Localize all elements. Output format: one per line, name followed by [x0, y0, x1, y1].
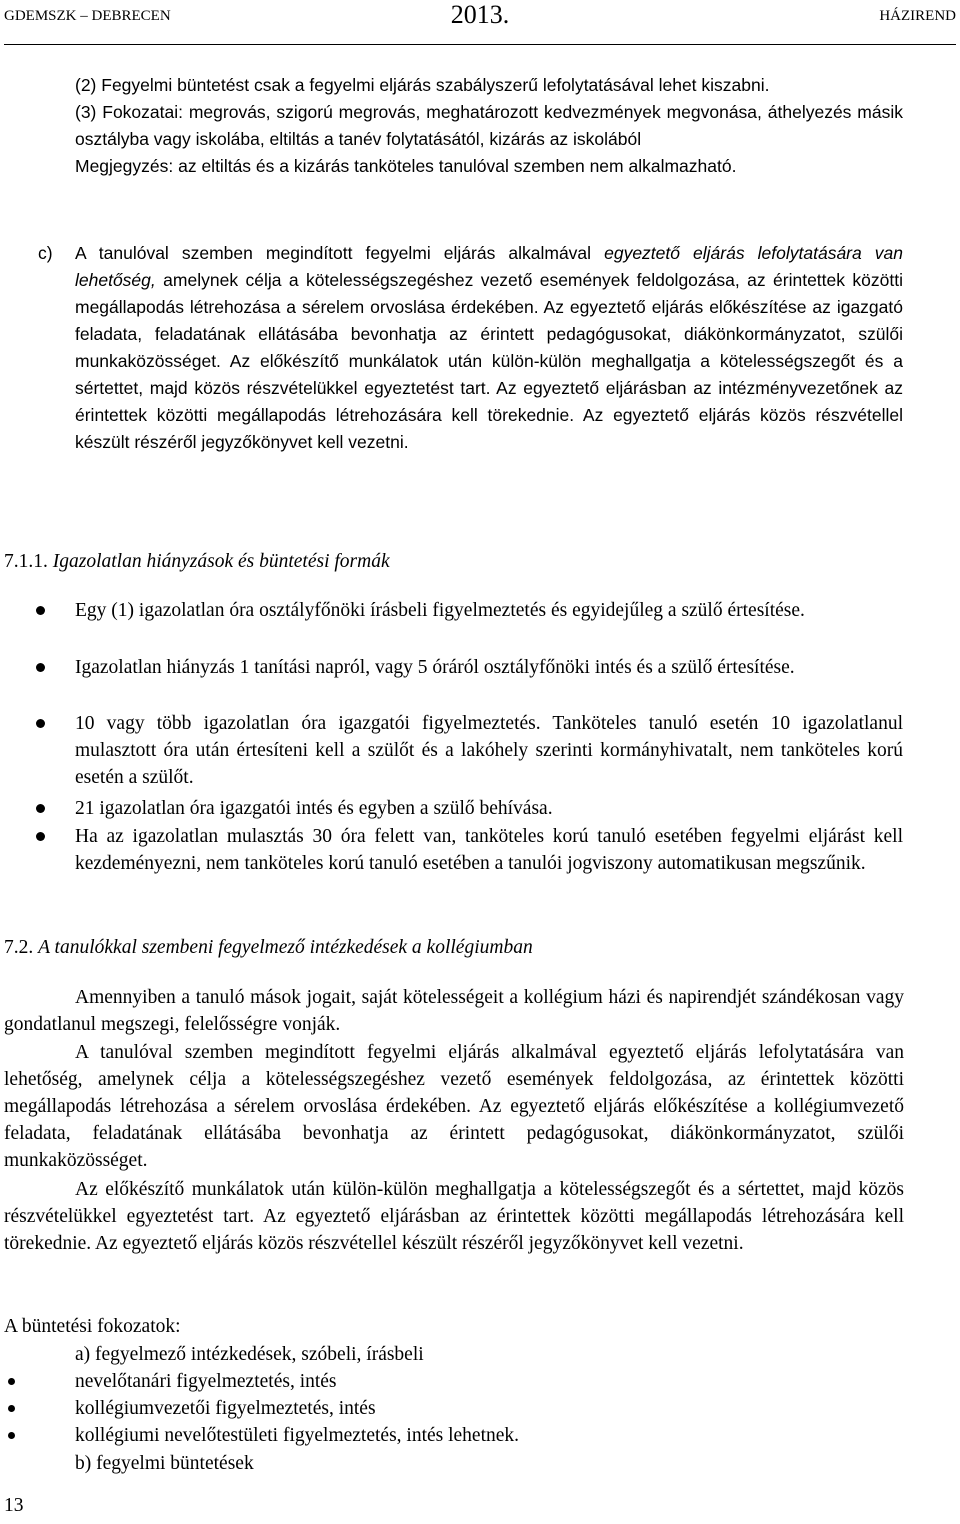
discipline-rules [75, 72, 903, 180]
header-center: 2013. [450, 0, 510, 29]
dorm-paragraph-2: A tanulóval szemben megindított fegyelmi eljárás alkalmával egyeztető eljárás lefolytatására van lehetőség, amelynek célja a kötelességszegéshez vezető események feldolgozása, az érintettek közötti megállapodás létrehozása a sérelem orvoslása érdekében. Az egyeztető eljárás előkészítése a kollégiumvezető feladata, feladatának ellátásába bevonhatja az érintett pedagógusokat, diákönkormányzatot, szülői munkaközösséget. [4, 1042, 904, 1171]
section-title: A tanulókkal szembeni fegyelmező intézkedések a kollégiumban [38, 937, 533, 958]
mediation-text-b: amelynek célja a kötelességszegéshez vezető események feldolgozása, az érintettek közötti megállapodás létrehozása a sérelem orvoslása érdekében. Az egyeztető eljárás előkészítése az igazgató feladata, feladatának ellátásába bevonhatja az érintett pedagógusokat, diákönkormányzatot, szülői munkaközösséget. Az előkészítő munkálatok után külön-külön meghallgatja a kötelességszegőt és a sértettet, majd közös részvételükkel egyeztetést tart. Az egyeztető eljárásban az intézményvezetőnek az érintettek közötti megállapodás létrehozására kell törekednie. Az egyeztető eljárás közös részvétellel készült részéről jegyzőkönyvet kell vezetni. [75, 270, 903, 452]
bullet-icon [36, 719, 45, 728]
list-item: 21 igazolatlan óra igazgatói intés és egyben a szülő behívása. [75, 798, 553, 819]
section-heading-7-1-1 [4, 548, 390, 575]
list-item: 10 vagy több igazolatlan óra igazgatói figyelmeztetés. Tanköteles tanuló esetén 10 igazolatlanul mulasztott óra után értesíteni kell a szülőt és a lakóhely szerinti kormányhivatalt, nem tanköteles korú esetén a szülőt. [75, 713, 903, 788]
penalty-levels-heading: A büntetési fokozatok: [4, 1316, 181, 1337]
dorm-paragraph-3: Az előkészítő munkálatok után külön-külön meghallgatja a kötelességszegőt és a sértettet, majd közös részvételükkel egyeztetést tart. Az egyeztető eljárásban az érintettek közötti megállapodás létrehozására kell törekednie. Az egyeztető eljárás közös részvétellel készült részéről jegyzőkönyvet kell vezetni. [4, 1179, 904, 1254]
mediation-paragraph [75, 240, 903, 456]
bullet-icon [8, 1432, 15, 1439]
list-item: Ha az igazolatlan mulasztás 30 óra felett van, tanköteles korú tanuló esetében fegyelmi eljárást kell kezdeményezni, nem tanköteles korú tanuló esetében a tanulói jogviszony automatikusan megszűnik. [75, 826, 903, 874]
rule-2: (2) Fegyelmi büntetést csak a fegyelmi eljárás szabályszerű lefolytatásával lehet kiszabni. [75, 75, 770, 95]
section-heading-7-2 [4, 934, 533, 961]
section-number: 7.1.1. [4, 551, 48, 572]
list-label-c: c) [38, 243, 53, 263]
bullet-icon [8, 1378, 15, 1385]
section-title: Igazolatlan hiányzások és büntetési formák [52, 551, 390, 572]
header-left: GDEMSZK – DEBRECEN [4, 8, 171, 24]
bullet-icon [36, 804, 45, 813]
page-header [4, 2, 956, 30]
header-right: HÁZIREND [879, 8, 956, 24]
bullet-icon [36, 606, 45, 615]
penalty-group-a: a) fegyelmező intézkedések, szóbeli, írásbeli [75, 1344, 424, 1365]
list-item: nevelőtanári figyelmeztetés, intés [75, 1371, 337, 1392]
bullet-icon [36, 832, 45, 841]
list-item: kollégiumvezetői figyelmeztetés, intés [75, 1398, 376, 1419]
list-item: Egy (1) igazolatlan óra osztályfőnöki írásbeli figyelmeztetés és egyidejűleg a szülő értesítése. [75, 600, 805, 621]
rule-3: (3) Fokozatai: megrovás, szigorú megrovás, meghatározott kedvezmények megvonása, áthelyezés másik osztályba vagy iskolába, eltiltás a tanév folytatásától, kizárás az iskolából [75, 102, 903, 149]
mediation-text-a: A tanulóval szemben megindított fegyelmi eljárás alkalmával [75, 243, 605, 263]
mediation-text-italic: egyeztető eljárás lefolytatására van lehetőség, [75, 243, 904, 290]
rule-note: Megjegyzés: az eltiltás és a kizárás tanköteles tanulóval szemben nem alkalmazható. [75, 156, 737, 176]
bullet-icon [36, 663, 45, 672]
section-number: 7.2. [4, 937, 34, 958]
dorm-paragraph-1: Amennyiben a tanuló mások jogait, saját kötelességeit a kollégium házi és napirendjét szándékosan vagy gondatlanul megszegi, felelősségre vonják. [4, 987, 904, 1035]
list-item: kollégiumi nevelőtestületi figyelmeztetés, intés lehetnek. [75, 1425, 520, 1446]
list-item: Igazolatlan hiányzás 1 tanítási napról, vagy 5 óráról osztályfőnöki intés és a szülő értesítése. [75, 657, 795, 678]
penalty-group-b: b) fegyelmi büntetések [75, 1453, 254, 1474]
page-number: 13 [4, 1495, 24, 1516]
bullet-icon [8, 1405, 15, 1412]
header-rule [4, 44, 956, 45]
